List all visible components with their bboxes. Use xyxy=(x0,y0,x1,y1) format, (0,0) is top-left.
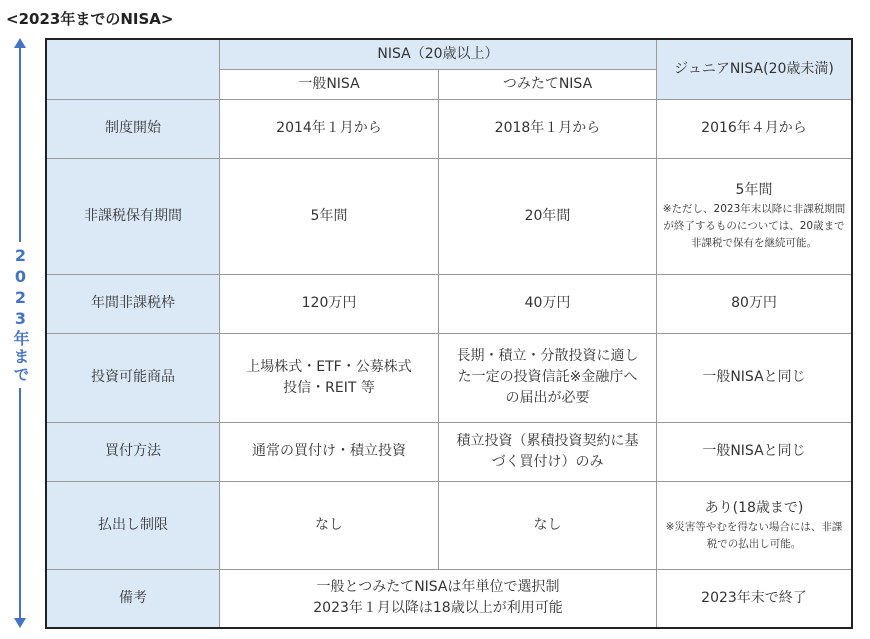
junior-value: あり(18歳まで) xyxy=(704,499,804,516)
corner-cell xyxy=(46,39,220,99)
cell-general: 通常の買付け・積立投資 xyxy=(220,422,439,481)
row-label: 備考 xyxy=(46,569,220,628)
nisa-table xyxy=(45,38,853,629)
cell-general: 2014年１月から xyxy=(220,99,439,158)
table-row xyxy=(46,99,852,158)
cell-junior: 一般NISAと同じ xyxy=(657,333,853,422)
table-row xyxy=(46,158,852,274)
table-row xyxy=(46,333,852,422)
table-row xyxy=(46,274,852,333)
row-label: 非課税保有期間 xyxy=(46,158,220,274)
junior-value: 5年間 xyxy=(735,182,773,199)
cell-tsumitate: なし xyxy=(439,481,657,569)
row-label: 払出し制限 xyxy=(46,481,220,569)
table-row xyxy=(46,569,852,628)
cell-tsumitate: 長期・積立・分散投資に適した一定の投資信託※金融庁への届出が必要 xyxy=(439,333,657,422)
header-general: 一般NISA xyxy=(220,69,439,99)
cell-tsumitate: 積立投資（累積投資契約に基づく買付け）のみ xyxy=(439,422,657,481)
header-junior: ジュニアNISA(20歳未満) xyxy=(657,39,853,99)
cell-nisa-remarks: 一般とつみたてNISAは年単位で選択制 2023年１月以降は18歳以上が利用可能 xyxy=(220,569,657,628)
row-label: 年間非課税枠 xyxy=(46,274,220,333)
cell-junior: 一般NISAと同じ xyxy=(657,422,853,481)
cell-junior xyxy=(657,481,853,569)
page-title: <2023年までのNISA> xyxy=(6,10,174,28)
cell-general: 5年間 xyxy=(220,158,439,274)
cell-general: 120万円 xyxy=(220,274,439,333)
cell-general: 上場株式・ETF・公募株式投信・REIT 等 xyxy=(220,333,439,422)
cell-junior xyxy=(657,158,853,274)
row-label: 投資可能商品 xyxy=(46,333,220,422)
row-label: 制度開始 xyxy=(46,99,220,158)
cell-tsumitate: 2018年１月から xyxy=(439,99,657,158)
junior-note: ※ただし、2023年末以降に非課税期間が終了するものについては、20歳まで非課税で保有を継続可能。 xyxy=(662,203,846,249)
cell-junior: 2023年末で終了 xyxy=(657,569,853,628)
cell-junior: 80万円 xyxy=(657,274,853,333)
side-label: 2023年まで xyxy=(10,242,32,388)
cell-junior: 2016年４月から xyxy=(657,99,853,158)
table-row xyxy=(46,422,852,481)
header-nisa: NISA（20歳以上） xyxy=(220,39,657,69)
junior-note: ※災害等やむを得ない場合には、非課税での払出し可能。 xyxy=(665,520,843,550)
cell-general: なし xyxy=(220,481,439,569)
cell-tsumitate: 20年間 xyxy=(439,158,657,274)
table-row xyxy=(46,481,852,569)
cell-tsumitate: 40万円 xyxy=(439,274,657,333)
row-label: 買付方法 xyxy=(46,422,220,481)
header-tsumitate: つみたてNISA xyxy=(439,69,657,99)
